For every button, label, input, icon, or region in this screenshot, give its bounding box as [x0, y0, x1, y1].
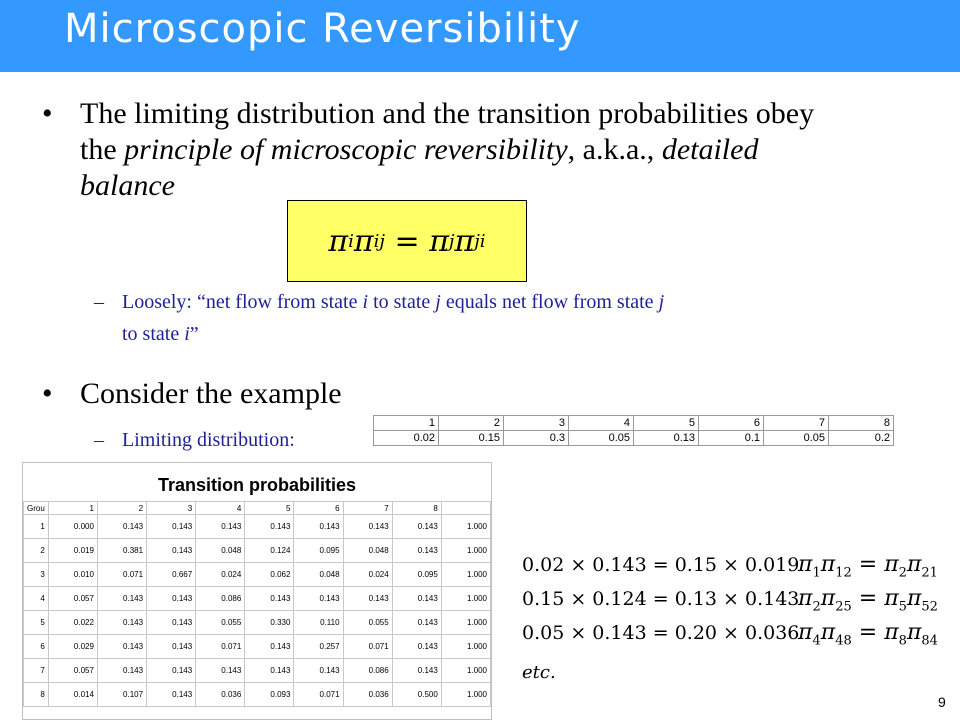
probability-cell: 0.014	[48, 683, 97, 707]
row-label: 6	[24, 635, 49, 659]
probability-value: 0.15	[439, 431, 504, 446]
bullet-marker: •	[42, 377, 53, 410]
probability-cell: 0.071	[343, 635, 392, 659]
column-header: 5	[245, 502, 294, 515]
row-label: 4	[24, 587, 49, 611]
state-label: 3	[504, 416, 569, 431]
probability-cell: 0.057	[48, 659, 97, 683]
probability-cell: 0.024	[343, 563, 392, 587]
probability-cell: 0.086	[343, 659, 392, 683]
row-label: 7	[24, 659, 49, 683]
transition-table-title: Transition probabilities	[157, 475, 357, 495]
probability-value: 0.3	[504, 431, 569, 446]
probability-cell: 0.143	[196, 515, 245, 539]
transition-probabilities-table	[23, 501, 491, 707]
probability-cell: 0.143	[97, 611, 146, 635]
probability-cell: 0.143	[343, 587, 392, 611]
probability-cell: 0.143	[147, 515, 196, 539]
probability-cell: 0.124	[245, 539, 294, 563]
column-header: 8	[392, 502, 441, 515]
probability-cell: 0.071	[294, 683, 343, 707]
probability-cell: 0.143	[392, 611, 441, 635]
subbullet-line-2: to state i”	[122, 323, 199, 345]
state-label: 4	[569, 416, 634, 431]
probability-cell: 0.143	[147, 683, 196, 707]
subbullet-line-1: Loosely: “net flow from state i to state j equals net flow from state j	[122, 291, 665, 313]
state-label: 7	[764, 416, 829, 431]
probability-value: 0.05	[764, 431, 829, 446]
subbullet-marker: –	[94, 429, 104, 451]
probability-cell: 0.036	[343, 683, 392, 707]
table-row	[24, 587, 491, 611]
subbullet-limiting-distribution: – Limiting distribution:	[122, 424, 295, 456]
subbullet-marker: –	[94, 291, 104, 313]
bullet-detailed-balance	[42, 96, 940, 204]
probability-cell: 0.143	[147, 611, 196, 635]
probability-cell: 0.019	[48, 539, 97, 563]
probability-cell: 0.093	[245, 683, 294, 707]
column-header: 7	[343, 502, 392, 515]
probability-cell: 0.143	[97, 587, 146, 611]
probability-value: 0.2	[829, 431, 894, 446]
column-header: 4	[196, 502, 245, 515]
state-label: 8	[829, 416, 894, 431]
row-label: 3	[24, 563, 49, 587]
column-header: 6	[294, 502, 343, 515]
state-label: 2	[439, 416, 504, 431]
detailed-balance-equation: π i π ij = π j π ji	[287, 200, 527, 282]
probability-cell: 0.257	[294, 635, 343, 659]
transition-probabilities-panel	[22, 462, 492, 720]
probability-cell: 0.022	[48, 611, 97, 635]
transition-table-body	[24, 515, 491, 707]
etc-text: etc.	[522, 662, 556, 683]
probability-cell: 0.036	[196, 683, 245, 707]
bullet-line-3: balance	[80, 169, 175, 202]
probability-cell: 0.071	[97, 563, 146, 587]
row-label: 8	[24, 683, 49, 707]
state-label: 5	[634, 416, 699, 431]
probability-cell: 0.143	[97, 635, 146, 659]
probability-cell: 0.143	[97, 515, 146, 539]
row-label: 5	[24, 611, 49, 635]
probability-cell: 0.062	[245, 563, 294, 587]
probability-cell: 0.143	[392, 587, 441, 611]
column-header: 2	[97, 502, 146, 515]
probability-value: 0.05	[569, 431, 634, 446]
probability-value: 0.13	[634, 431, 699, 446]
probability-cell: 0.143	[245, 635, 294, 659]
probability-cell: 0.086	[196, 587, 245, 611]
probability-cell: 1.000	[441, 563, 490, 587]
bullet-line-2: the principle of microscopic reversibility, a.k.a., detailed	[80, 133, 759, 166]
probability-cell: 1.000	[441, 587, 490, 611]
probability-cell: 0.143	[392, 515, 441, 539]
probability-cell: 0.110	[294, 611, 343, 635]
probability-cell: 1.000	[441, 539, 490, 563]
probability-cell: 1.000	[441, 683, 490, 707]
probability-cell: 0.048	[196, 539, 245, 563]
calculation-line-3: 0.05 × 0.143 = 0.20 × 0.036	[522, 622, 800, 644]
probability-cell: 0.143	[97, 659, 146, 683]
probability-cell: 0.143	[147, 635, 196, 659]
probability-cell: 0.330	[245, 611, 294, 635]
probability-value: 0.1	[699, 431, 764, 446]
probability-cell: 0.143	[392, 635, 441, 659]
calculation-line-2: 0.15 × 0.124 = 0.13 × 0.143	[522, 588, 800, 610]
probability-cell: 0.024	[196, 563, 245, 587]
table-row	[24, 515, 491, 539]
probability-cell: 0.048	[294, 563, 343, 587]
probability-cell: 0.143	[245, 515, 294, 539]
probability-cell: 0.000	[48, 515, 97, 539]
limiting-distribution-table	[373, 415, 894, 446]
probability-cell: 0.143	[147, 659, 196, 683]
probability-cell: 0.029	[48, 635, 97, 659]
bullet-consider-example: • Consider the example	[42, 377, 342, 410]
probability-cell: 0.143	[392, 539, 441, 563]
probability-cell: 0.143	[245, 659, 294, 683]
probability-cell: 0.143	[147, 587, 196, 611]
probability-cell: 0.500	[392, 683, 441, 707]
probability-cell: 0.055	[343, 611, 392, 635]
probability-value: 0.02	[374, 431, 439, 446]
row-label: 2	[24, 539, 49, 563]
table-row	[24, 683, 491, 707]
relation-line-1: $\pi_1\pi_{12} = \pi_2\pi_{21}$	[798, 552, 938, 581]
table-row	[24, 611, 491, 635]
probability-cell: 0.057	[48, 587, 97, 611]
probability-cell: 0.143	[245, 587, 294, 611]
probability-cell: 1.000	[441, 515, 490, 539]
subbullet-loosely	[94, 286, 942, 350]
table-row	[24, 635, 491, 659]
probability-cell: 0.095	[294, 539, 343, 563]
table-row	[24, 659, 491, 683]
probability-cell: 0.143	[196, 659, 245, 683]
probability-cell: 0.143	[147, 539, 196, 563]
probability-cell: 0.381	[97, 539, 146, 563]
column-header	[441, 502, 490, 515]
probability-cell: 0.048	[343, 539, 392, 563]
bullet-marker: •	[42, 97, 53, 130]
limiting-distribution-states-row	[374, 416, 894, 431]
row-label: 1	[24, 515, 49, 539]
state-label: 1	[374, 416, 439, 431]
column-header: 1	[48, 502, 97, 515]
table-header-row	[24, 502, 491, 515]
probability-cell: 1.000	[441, 611, 490, 635]
probability-cell: 0.143	[294, 659, 343, 683]
bullet-line-1: The limiting distribution and the transition probabilities obey	[80, 97, 815, 130]
limiting-distribution-values-row	[374, 431, 894, 446]
probability-cell: 0.143	[294, 515, 343, 539]
probability-cell: 0.107	[97, 683, 146, 707]
probability-cell: 0.143	[294, 587, 343, 611]
probability-cell: 0.055	[196, 611, 245, 635]
column-header: 3	[147, 502, 196, 515]
probability-cell: 0.667	[147, 563, 196, 587]
probability-cell: 0.143	[343, 515, 392, 539]
table-row	[24, 563, 491, 587]
relation-line-3: $\pi_4\pi_{48} = \pi_8\pi_{84}$	[798, 620, 938, 649]
probability-cell: 0.143	[392, 659, 441, 683]
slide-title: Microscopic Reversibility	[64, 6, 581, 52]
relation-line-2: $\pi_2\pi_{25} = \pi_5\pi_{52}$	[798, 586, 938, 615]
state-label: 6	[699, 416, 764, 431]
probability-cell: 0.095	[392, 563, 441, 587]
probability-cell: 1.000	[441, 635, 490, 659]
page-number: 9	[938, 694, 946, 710]
calculation-line-1: 0.02 × 0.143 = 0.15 × 0.019	[522, 554, 800, 576]
table-corner: Grou	[24, 502, 49, 515]
probability-cell: 1.000	[441, 659, 490, 683]
probability-cell: 0.010	[48, 563, 97, 587]
probability-cell: 0.071	[196, 635, 245, 659]
table-row	[24, 539, 491, 563]
